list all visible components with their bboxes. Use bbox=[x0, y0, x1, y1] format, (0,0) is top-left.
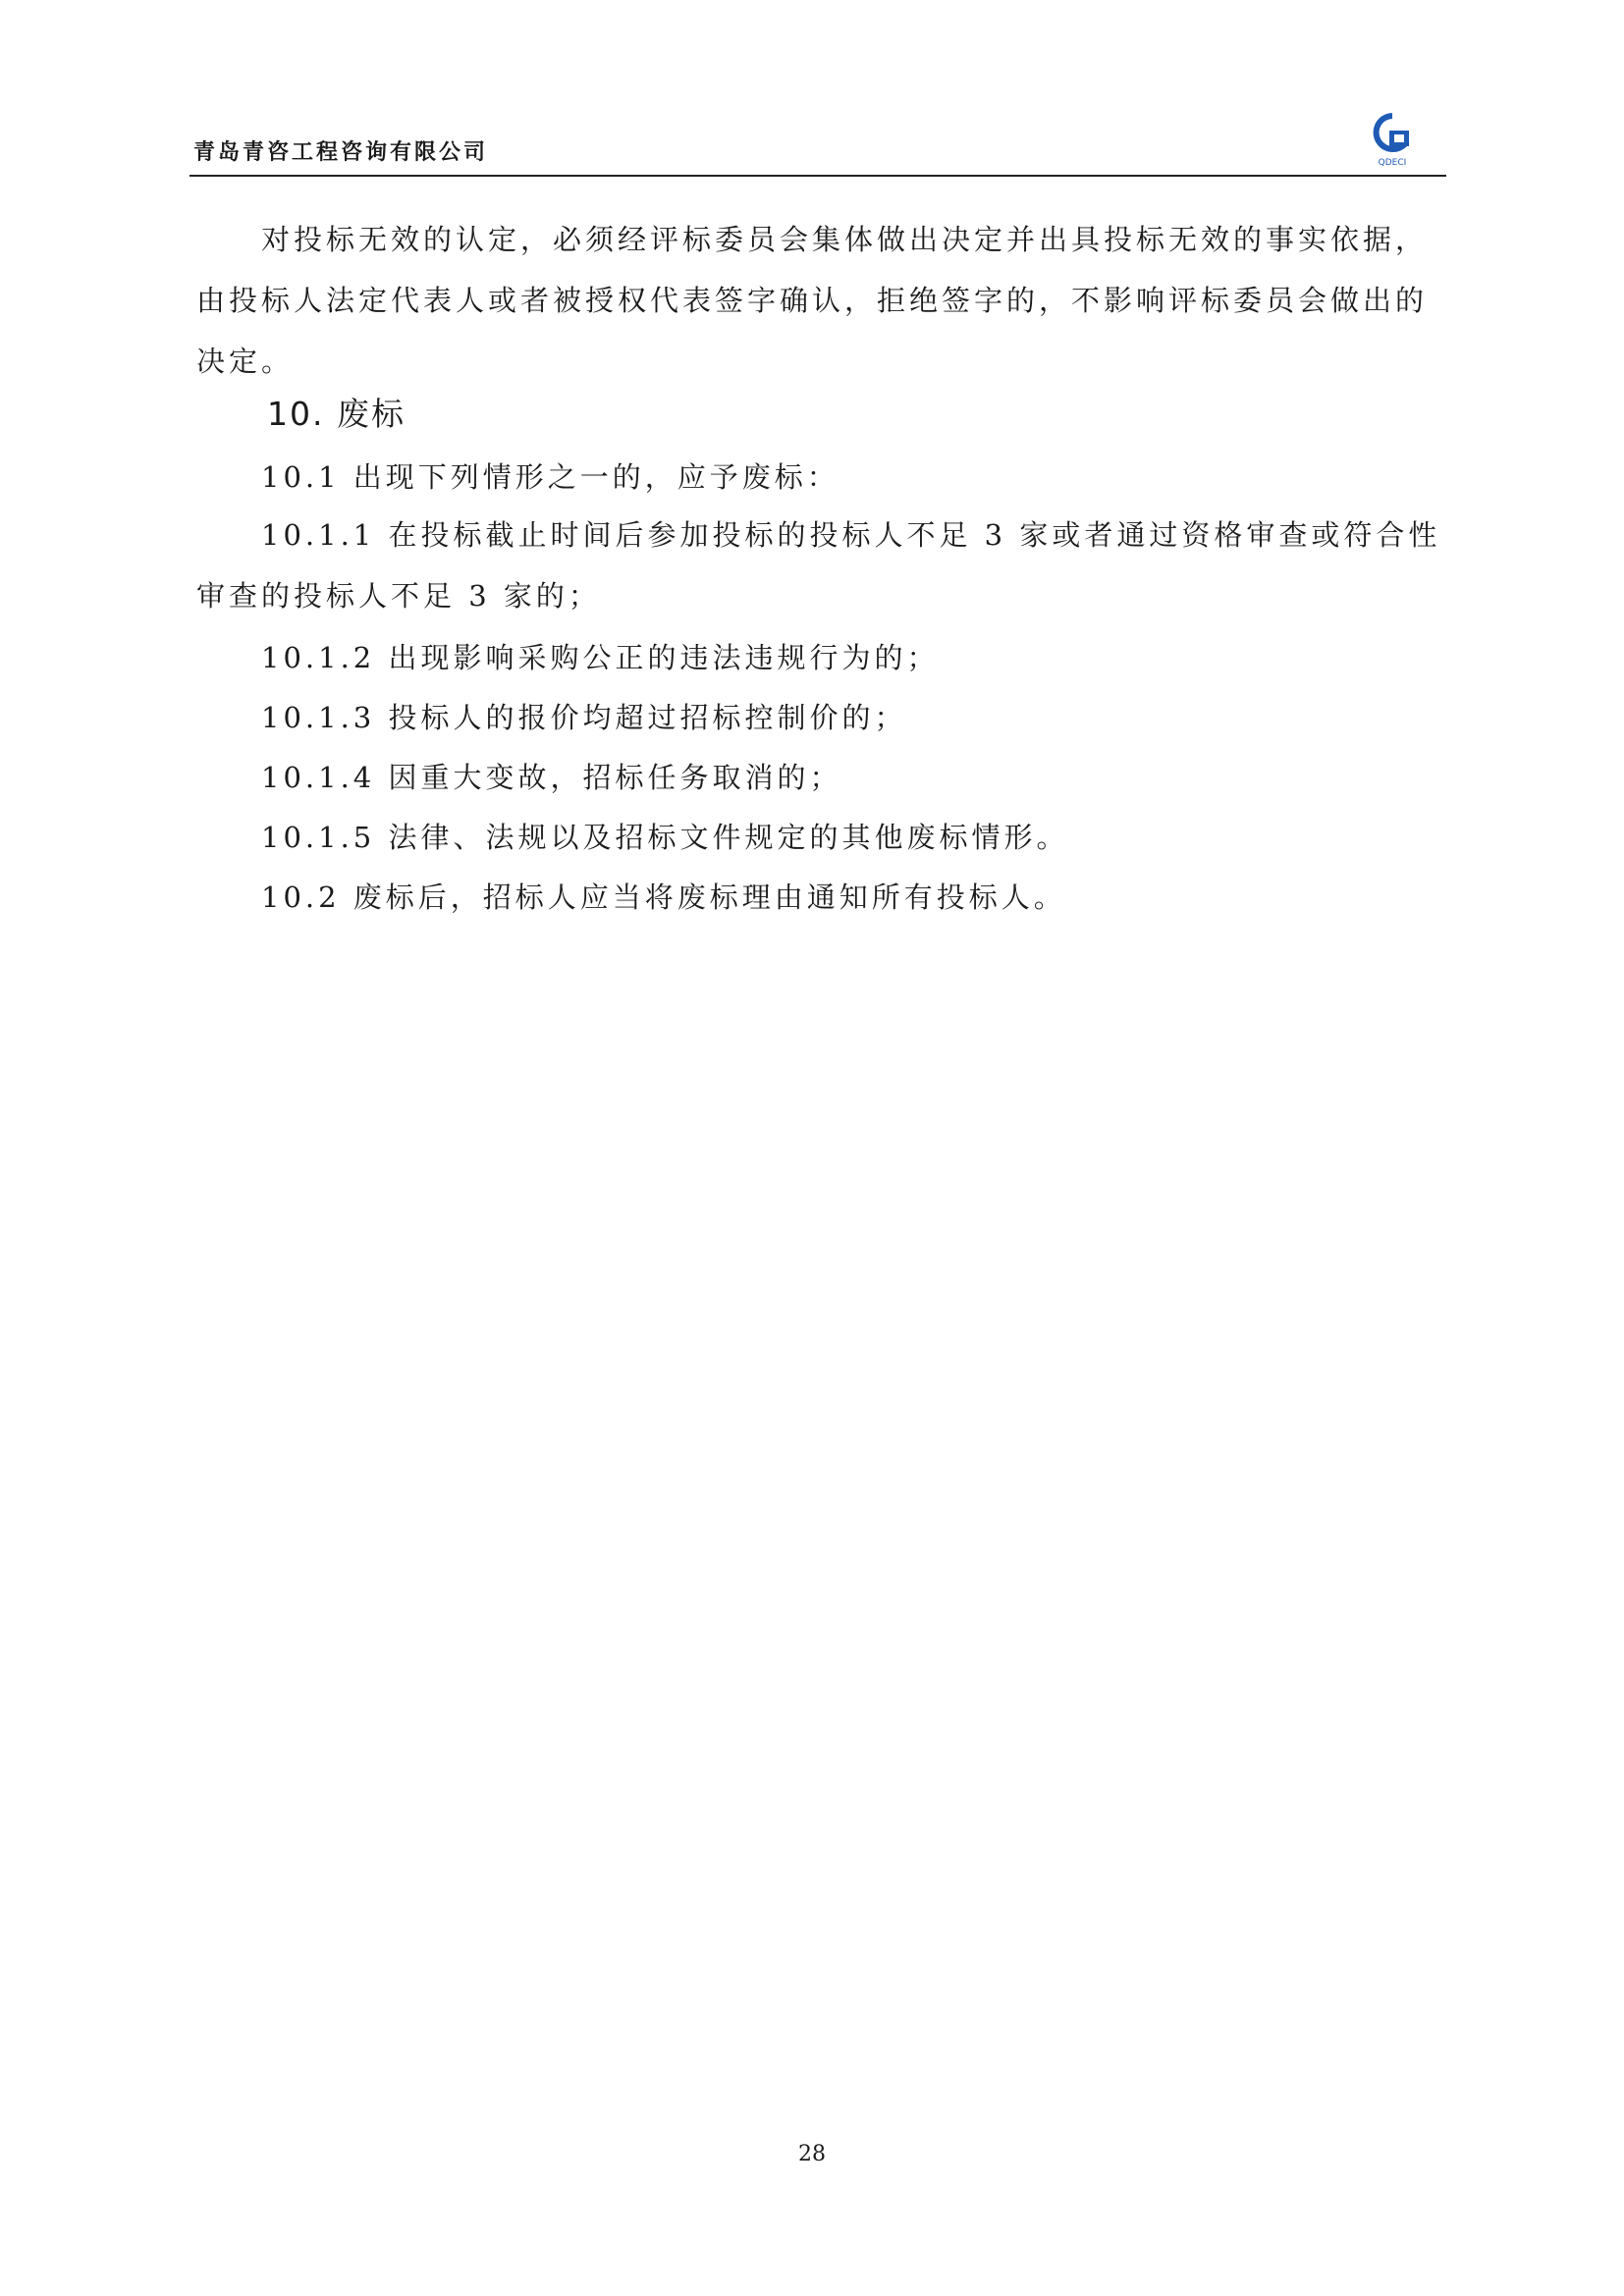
intro-paragraph: 对投标无效的认定，必须经评标委员会集体做出决定并出具投标无效的事实依据，由投标人法定代表人或者被授权代表签字确认，拒绝签字的，不影响评标委员会做出的决定。 bbox=[196, 223, 1429, 378]
list-item: 10.1.5 法律、法规以及招标文件规定的其他废标情形。 bbox=[261, 821, 1069, 854]
list-item: 10.1.2 出现影响采购公正的违法违规行为的； bbox=[261, 641, 940, 674]
page-number: 28 bbox=[798, 2142, 826, 2166]
list-item: 10.1 出现下列情形之一的，应予废标： bbox=[261, 460, 839, 494]
company-logo-icon bbox=[1370, 112, 1415, 169]
list-item: 10.1.4 因重大变故，招标任务取消的； bbox=[261, 761, 842, 794]
company-name: 青岛青咨工程咨询有限公司 bbox=[193, 140, 489, 165]
header-divider bbox=[189, 175, 1446, 177]
logo-text: QDECI bbox=[1378, 158, 1407, 168]
list-item: 10.1.1 在投标截止时间后参加投标的投标人不足 3 家或者通过资格审查或符合性审查的投标人不足 3 家的； bbox=[196, 518, 1441, 613]
list-item: 10.2 废标后，招标人应当将废标理由通知所有投标人。 bbox=[261, 881, 1066, 914]
list-item: 10.1.3 投标人的报价均超过招标控制价的； bbox=[261, 701, 907, 734]
section-heading: 10. 废标 bbox=[267, 395, 406, 433]
